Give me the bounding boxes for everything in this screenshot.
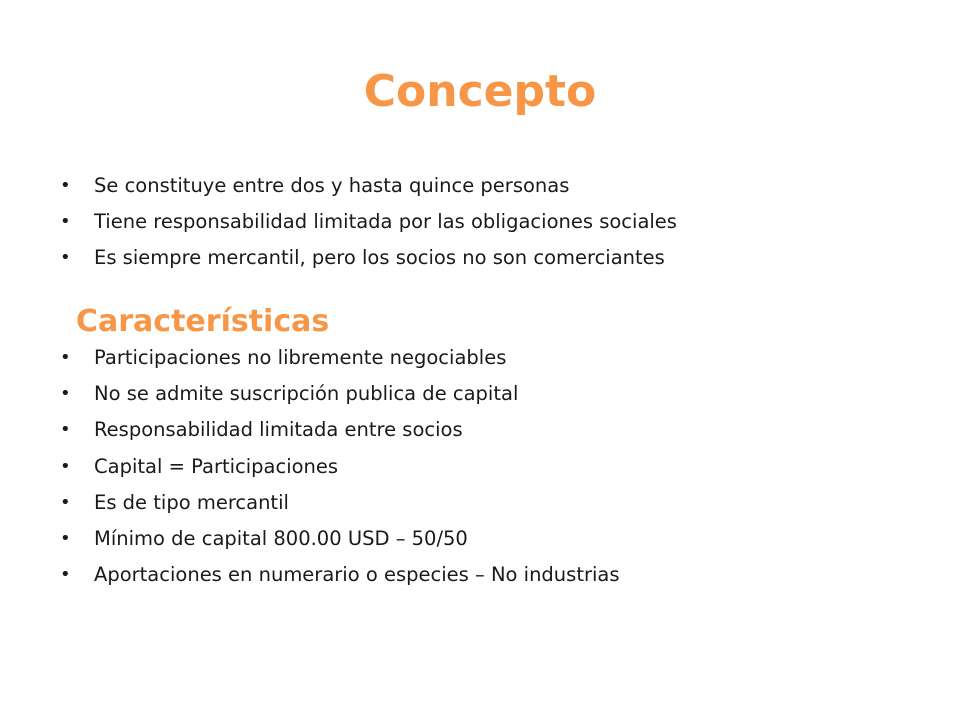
bullet-icon: • [60,211,71,233]
list-item [58,491,938,515]
list-item-text: Es siempre mercantil, pero los socios no son comerciantes [94,246,665,270]
list-item-text: Es de tipo mercantil [94,490,289,514]
list-item [58,210,938,234]
bullet-icon: • [60,527,71,549]
list-item [58,246,938,270]
list-item-text: Tiene responsabilidad limitada por las obligaciones sociales [94,210,677,234]
list-item-text: Mínimo de capital 800.00 USD – 50/50 [94,526,468,550]
list-item-text: Participaciones no libremente negociables [94,346,507,369]
list-item [58,455,938,479]
bullet-icon: • [60,419,71,441]
list-item [58,346,938,370]
list-item [58,382,938,406]
bullet-icon: • [60,347,71,368]
list-item-text: Aportaciones en numerario o especies – No industrias [94,563,620,587]
list-item [58,418,938,442]
list-item-text: Capital = Participaciones [94,454,339,478]
bullet-icon: • [60,175,71,196]
list-item [58,527,938,551]
section-heading-caracteristicas: Características [76,304,330,339]
concepto-list [58,174,938,283]
list-item-text: Responsabilidad limitada entre socios [94,418,463,442]
list-item [58,174,938,198]
bullet-icon: • [60,564,71,586]
list-item [58,563,938,587]
bullet-icon: • [60,247,71,269]
list-item-text: Se constituye entre dos y hasta quince personas [94,174,570,197]
bullet-icon: • [60,383,71,405]
bullet-icon: • [60,455,71,477]
caracteristicas-list [58,346,938,599]
bullet-icon: • [60,491,71,513]
list-item-text: No se admite suscripción publica de capital [94,382,519,406]
slide-title: Concepto [363,66,597,117]
